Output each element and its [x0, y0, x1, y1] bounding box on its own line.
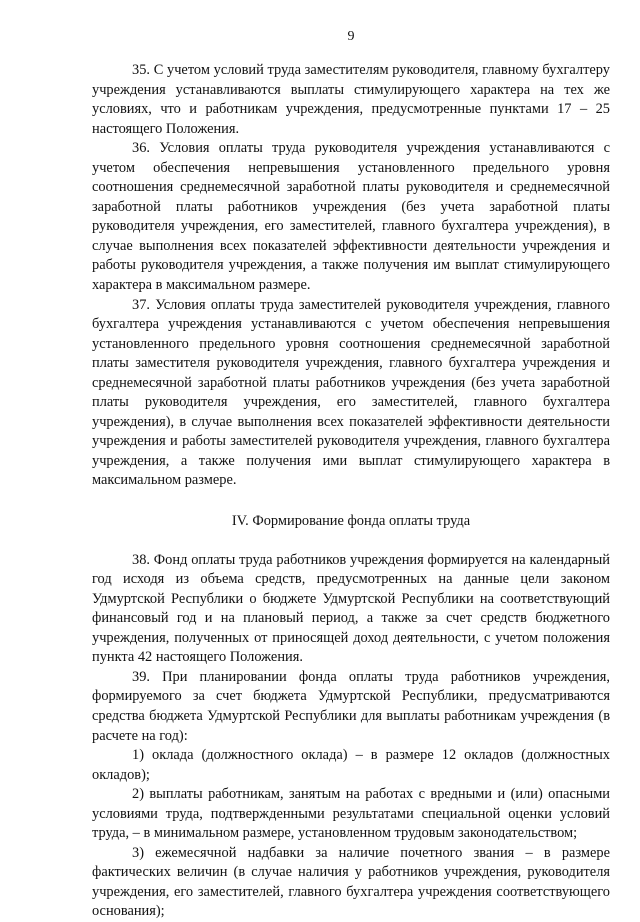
- section-heading: IV. Формирование фонда оплаты труда: [231, 513, 471, 530]
- page-number: 9: [347, 29, 355, 44]
- paragraph-37: 37. Условия оплаты труда заместителей руководителя учреждения, главного бухгалтера учреждения устанавливаются с учетом обеспечения непревышения установленного предельного уровня соотношения среднемесячной заработной платы заместителя руководителя учреждения, главного бухгалтера учреждения и среднемесячной заработной платы работников учреждения (без учета заработной платы руководителя учреждения, его заместителей, главного бухгалтера учреждения), в случае выполнения всех показателей эффективности деятельности учреждения и работы заместителей руководителя учреждения, главного бухгалтера учреждения, а также получения ими выплат стимулирующего характера в максимальном размере.: [92, 296, 610, 489]
- paragraph-36: 36. Условия оплаты труда руководителя учреждения устанавливаются с учетом обеспечения непревышения установленного предельного уровня соотношения среднемесячной заработной платы руководителя и среднемесячной заработной платы работников учреждения (без учета заработной платы руководителя учреждения, его заместителей, главного бухгалтера учреждения), в случае выполнения всех показателей эффективности деятельности учреждения и работы руководителя учреждения, а также получения им выплат стимулирующего характера в максимальном размере.: [92, 140, 610, 294]
- list-item-2: 2) выплаты работникам, занятым на работах с вредными и (или) опасными условиями труда, подтвержденными результатами специальной оценки условий труда, – в минимальном размере, установленном трудовым законодательством;: [92, 786, 610, 842]
- document-page: [92, 28, 610, 922]
- list-item-3: 3) ежемесячной надбавки за наличие почетного звания – в размере фактических величин (в случае наличия у работников учреждения, руководителя учреждения, его заместителей, главного бухгалтера учреждения соответствующего основания);: [92, 844, 610, 920]
- paragraph-39: 39. При планировании фонда оплаты труда работников учреждения, формируемого за счет бюджета Удмуртской Республики, предусматриваются средства бюджета Удмуртской Республики для выплаты работникам учреждения (в расчете на год):: [92, 668, 610, 744]
- paragraph-35: 35. С учетом условий труда заместителям руководителя, главному бухгалтеру учреждения устанавливаются выплаты стимулирующего характера на тех же условиях, что и работникам учреждения, предусмотренные пунктами 17 – 25 настоящего Положения.: [92, 62, 610, 137]
- paragraph-38: 38. Фонд оплаты труда работников учреждения формируется на календарный год исходя из объема средств, предусмотренных на данные цели законом Удмуртской Республики о бюджете Удмуртской Республики на соответствующий финансовый год и на плановый период, а также за счет средств бюджетного учреждения, полученных от приносящей доход деятельности, с учетом положения пункта 42 настоящего Положения.: [92, 551, 610, 666]
- list-item-1: 1) оклада (должностного оклада) – в размере 12 окладов (должностных окладов);: [92, 747, 610, 783]
